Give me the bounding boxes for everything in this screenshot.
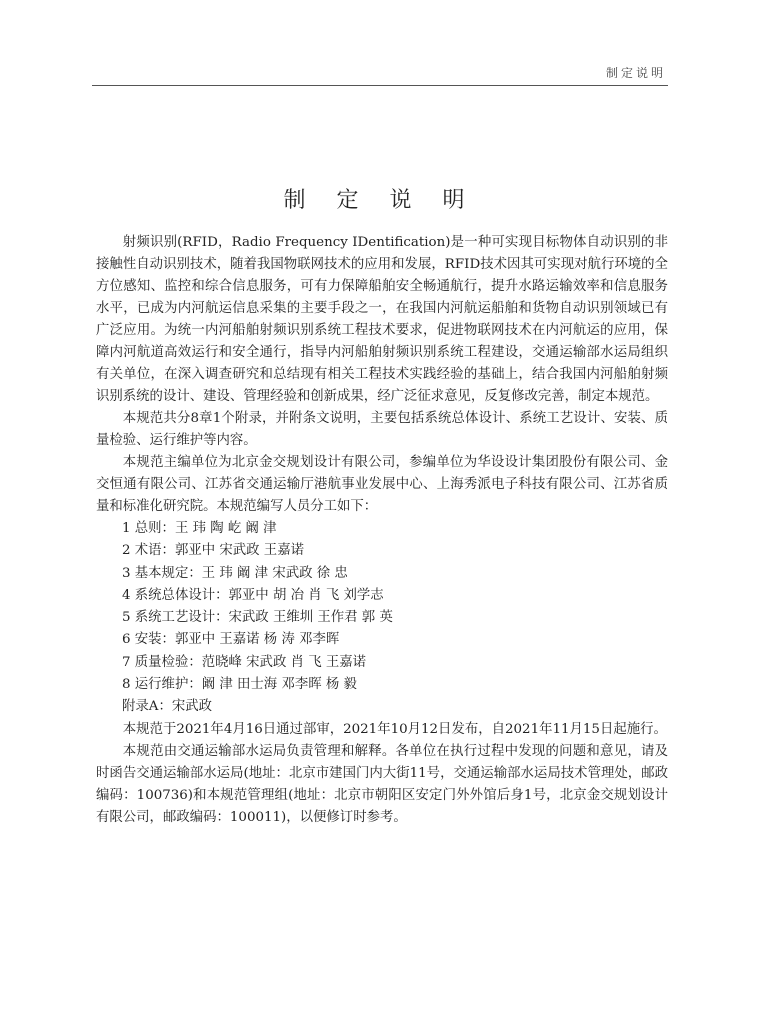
assignment-list [96,518,668,719]
intro-paragraph: 射频识别(RFID，Radio Frequency IDentification)是一种可实现目标物体自动识别的非接触性自动识别技术，随着我国物联网技术的应用和发展，RFID技术因其可实现对航行环境的全方位感知、监控和综合信息服务，可有力保障船舶安全畅通航行，提升水路运输效率和信息服务水平，已成为内河航运信息采集的主要手段之一，在我国内河航运船舶和货物自动识别领域已有广泛应用。为统一内河船舶射频识别系统工程技术要求，促进物联网技术在内河航运的应用，保障内河航道高效运行和安全通行，指导内河船舶射频识别系统工程建设，交通运输部水运局组织有关单位，在深入调查研究和总结现有相关工程技术实践经验的基础上，结合我国内河船舶射频识别系统的设计、建设、管理经验和创新成果，经广泛征求意见，反复修改完善，制定本规范。 [96,235,668,404]
effective-date-paragraph: 本规范于2021年4月16日通过部审，2021年10月12日发布，自2021年11月15日起施行。 [122,721,667,737]
list-item: 3 基本规定：王 玮 阚 津 宋武政 徐 忠 [122,565,348,581]
document-body [96,232,668,829]
list-item: 4 系统总体设计：郭亚中 胡 冶 肖 飞 刘学志 [122,587,384,603]
list-item: 2 术语：郭亚中 宋武政 王嘉诺 [122,543,304,559]
contact-paragraph: 本规范由交通运输部水运局负责管理和解释。各单位在执行过程中发现的问题和意见，请及时函告交通运输部水运局(地址：北京市建国门内大街11号，交通运输部水运局技术管理处，邮政编码：100736)和本规范管理组(地址：北京市朝阳区安定门外外馆后身1号，北京金交规划设计有限公司，邮政编码：100011)，以便修订时参考。 [96,743,668,825]
units-paragraph: 本规范主编单位为北京金交规划设计有限公司，参编单位为华设设计集团股份有限公司、金交恒通有限公司、江苏省交通运输厅港航事业发展中心、上海秀派电子科技有限公司、江苏省质量和标准化研究院。本规范编写人员分工如下： [96,455,668,514]
list-item: 6 安装：郭亚中 王嘉诺 杨 涛 邓李晖 [122,632,340,648]
list-item: 附录A：宋武政 [122,699,213,715]
running-head: 制定说明 [605,66,666,80]
list-item: 5 系统工艺设计：宋武政 王维圳 王作君 郭 英 [122,610,393,626]
list-item: 1 总则：王 玮 陶 屹 阚 津 [122,521,277,536]
list-item: 7 质量检验：范晓峰 宋武政 肖 飞 王嘉诺 [122,654,367,670]
header-rule [92,85,668,86]
list-item: 8 运行维护：阚 津 田士海 邓李晖 杨 毅 [122,677,357,693]
scope-paragraph: 本规范共分8章1个附录，并附条文说明，主要包括系统总体设计、系统工艺设计、安装、质量检验、运行维护等内容。 [96,411,668,448]
page-title: 制 定 说 明 [283,188,477,213]
